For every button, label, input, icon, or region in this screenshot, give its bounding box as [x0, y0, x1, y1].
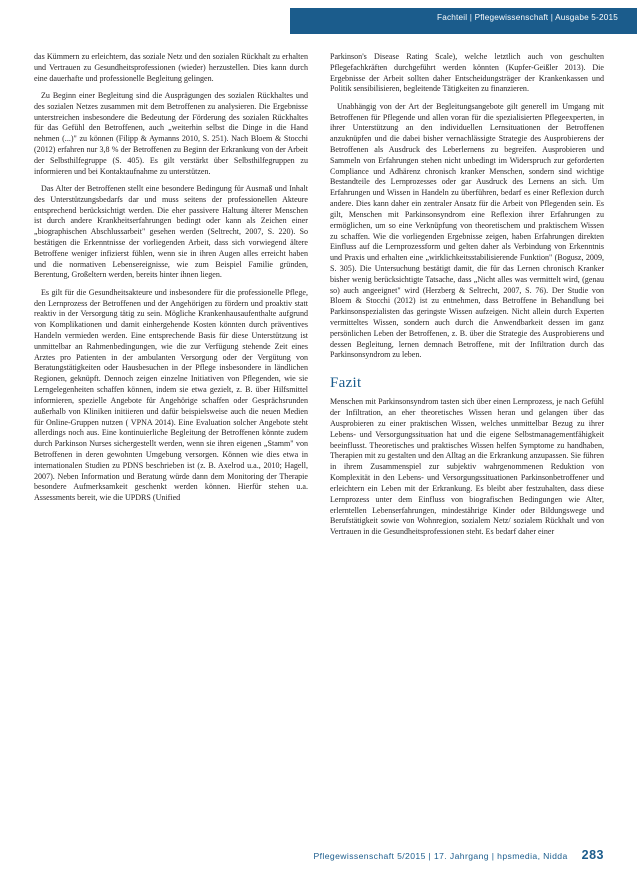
paragraph: Menschen mit Parkinsonsyndrom tasten sich über einen Lernprozess, je nach Gefühl der Infiltration, an eher theoretisches Wissen heran und gelangen über das Ausprobieren zu einer praktischen Wissen, welches unmittelbar Bezug zu ihrer Lebens- und Versorgungssituation hat und die eigene Selbstmanagementfähigkeit beeinflusst. Theoretisches und praktisches Wissen helfen Symptome zu handhaben, Therapien mit zu gestalten und den Alltag an die Erkrankung anzupassen. Sie führen in ihrem Zusammenspiel zur subjektiv wahrgenommenen Reduktion von Komplexität in den Lebens- und Versorgungssituationen Parkinsonbetroffener und erleichtern ein Leben mit der Erkrankung. Es bleibt aber festzuhalten, dass diese Lernprozess unter dem Einfluss von biografischen Bedingungen wie Alter, erlerntellen Lebenserfahrungen, mindestährige Kinder oder Bildungswege und Berufstätigkeit sowie von Wohnregion, sozialem Netz/ sozialem Rückhalt und von Vertrauen in die Gesundheitsprofessionen steht. Es bedarf daher einer: [330, 397, 604, 537]
footer-citation: Pflegewissenschaft 5/2015 | 17. Jahrgang | hpsmedia, Nidda: [313, 851, 568, 861]
page-footer: [34, 848, 604, 862]
right-column: [330, 52, 604, 842]
page-number: 283: [581, 848, 604, 862]
left-column: [34, 52, 308, 842]
paragraph: Parkinson's Disease Rating Scale), welche letztlich auch von geschulten Pflegefachkräften durchgeführt werden könnten (Kupfer-Geißler 2013). Die Ergebnisse der Arbeit sollten daher Entscheidungsträger der Krankenkassen und Politik sensibilisieren, begleitende Tätigkeiten zu finanzieren.: [330, 52, 604, 94]
paragraph: Zu Beginn einer Begleitung sind die Ausprägungen des sozialen Rückhaltes und des sozialen Netzes zusammen mit dem Betroffenen zu analysieren. Die Ergebnisse unterstreichen insbesondere die Bedeutung der Förderung des sozialen Rückhaltes für das Gefühl den Betroffenen, auch „weiterhin selbst die Dinge in die Hand nehmen (...)" zu können (Filipp & Aymanns 2010, S. 251). Nach Bloem & Stocchi (2012) erfahren nur 3,8 % der Betroffenen zu Beginn der Erkrankung von der Arbeit der Selbsthilfegruppe (S. 405). Es gilt verstärkt über Selbsthilfegruppen zu informieren und bei Kontaktaufnahme zu unterstützen.: [34, 90, 308, 176]
header-title: Fachteil | Pflegewissenschaft | Ausgabe 5-2015: [437, 13, 618, 22]
paragraph: Unabhängig von der Art der Begleitungsangebote gilt generell im Umgang mit Betroffenen für Pflegende und allen voran für die spezialisierten Pflegeexperten, in ihrer Unterstützung an den individuellen Lernsituationen der Betroffenen anzuknüpfen und die dabei bisher vernachlässigte Strategie des Ausprobierens der Betroffenen als Ausdruck des Leberlernens zu begreifen. Ausprobieren und Sammeln von Erfahrungen stehen nicht unbedingt im Widerspruch zur geforderten Compliance und Adhärenz chronisch kranker Menschen, sondern sind wichtige Bestandteile des Lernprozesses oder gar Ausdruck des Lernens an sich. Um Erfahrungen und Wissen in Handeln zu überführen, bedarf es einer Reflexion durch andere. Dies kann daher ein zentraler Ansatz für die Arbeit von Pflegenden sein. Es gilt, Menschen mit Parkinsonsyndrom eine Reflexion ihrer Erfahrungen zu ermöglichen, um so eine Verknüpfung von theoretischem und praktischem Wissen zu schaffen. Wie die vorliegenden Ergebnisse zeigen, haben Erfahrungen direkten Einfluss auf die Lernprozessform und gelten daher als Verbindung von Erkenntnis und Praxis und erhalten eine „wirklichkeitsstabilisierende Funktion" (Bogusz, 2009, S. 305). Die Untersuchung bestätigt damit, die für das Lernen chronisch Kranker bisher wenig berücksichtigte Tatsache, dass „Nicht alles was vermittelt wird, (genau so) auch angeeignet" wird (Herzberg & Seltrecht, 2007, S. 76). Der Studie von Bloem & Stocchi (2012) ist zu entnehmen, dass Betroffene in Behandlung bei Parkinsonspezialisten das geringste Wissen aufzeigen. Nicht allein durch Experten vermitteltes Wissen, sondern auch durch die Anwendbarkeit dessen im ganz persönlichen Leben der Betroffenen, z. B. über die Strategie des Ausprobierens und dessen Begleitung, lernen demnach Betroffene, mit der Infiltration durch das Parkinsonsyndrom zu leben.: [330, 101, 604, 360]
paragraph: Es gilt für die Gesundheitsakteure und insbesondere für die professionelle Pflege, den Lernprozess der Betroffenen und der Angehörigen zu fördern und proaktiv statt reaktiv in der Versorgung tätig zu sein. Mögliche Krankenhausaufenthalte aufgrund von Komplikationen und damit einhergehende Kosten könnten durch präventives Handeln vermieden werden. Eine entsprechende Basis für diese Unterstützung ist unmittelbar an Rahmenbedingungen, wie die zur Verfügung stehende Zeit eines Arztes pro Patienten in der ambulanten Versorgung oder der Vergütung von Beratungstätigkeiten oder Hausbesuchen in der Pflege insbesondere in ländlichen Regionen, geknüpft. Dennoch zeigen einzelne Initiativen von Pflegenden, wie sie Lerngelegenheiten schaffen können, indem sie etwa gezielt, z. B. über Hilfsmittel informieren, spezielle Angebote für Angehörige schaffen oder Gesprächsrunden außerhalb von Kliniken initiieren und dafür beispielsweise auch die neuen Medien für Online-Gruppen nutzen ( VPNA 2014). Eine Evaluation solcher Angebote steht allerdings noch aus. Eine kontinuierliche Begleitung der Betroffenen könnte zudem durch Parkinson Nurses sichergestellt werden, wenn sie ihren eigenen „Stamm" von Betroffenen in deren gewohnten Umgebung versorgen. Können wie dies etwa in internationalen Studien zu PDNS beschrieben ist (z. B. Axelrod u.a., 2010; Hagell, 2007). Neben Information und Beratung würde dann dem Monitoring der Therapie besondere Aufmerksamkeit geschenkt werden können. Hierfür stehen u.a. Assessments bereit, wie die UPDRS (Unified: [34, 287, 308, 503]
paragraph: das Kümmern zu erleichtern, das soziale Netz und den sozialen Rückhalt zu erhalten und Vertrauen zu Gesundheitsprofessionen (wieder) herzustellen. Dies kann durch eine dauerhafte und professionelle Begleitung gelingen.: [34, 52, 308, 83]
article-body: [34, 52, 604, 842]
paragraph: Das Alter der Betroffenen stellt eine besondere Bedingung für Ausmaß und Inhalt des Unterstützungsbedarfs dar und muss seitens der professionellen Akteure entsprechend berücksichtigt werden. Die eher passivere Haltung älterer Menschen ist durch andere Krankheitserfahrungen bedingt oder kann als Zeichen einer „biographischen Abschlussarbeit" gesehen werden (Seltrecht, 2007, S. 220). So bestätigen die Erkenntnisse der vorliegenden Arbeit, dass sich vorwiegend ältere Betroffene weniger infizierst fühlen, wenn sie in ihren Augen alles erreicht haben und die normativen Lebensereignisse, wie zum Beispiel Familie gründen, Berentung, Großeltern werden, bereits hinter ihnen liegen.: [34, 183, 308, 280]
section-heading-fazit: Fazit: [330, 375, 362, 392]
page-header: [0, 0, 637, 42]
